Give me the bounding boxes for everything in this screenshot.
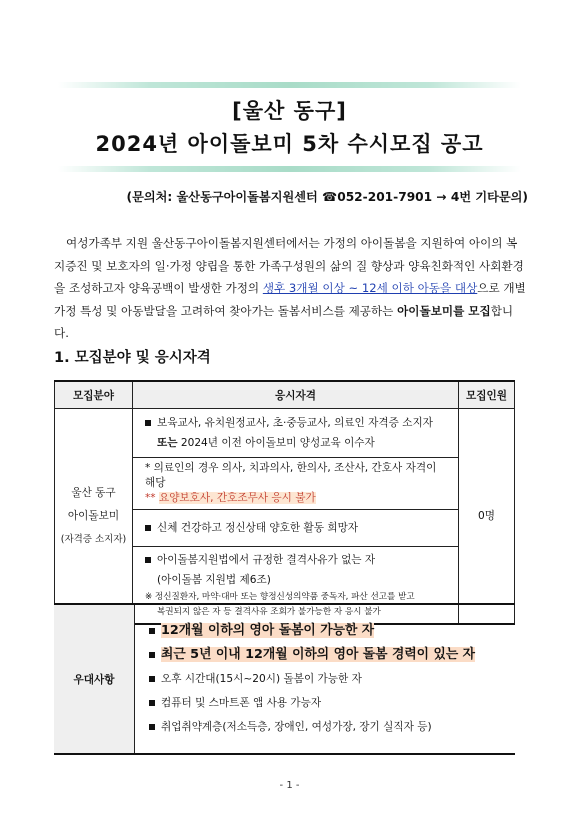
qual1-line1: 보육교사, 유치원정교사, 초·중등교사, 의료인 자격증 소지자 [157, 417, 433, 429]
intro-text-2: 으로 개별가정 특성 및 아동발달을 고려하여 찾아가는 돌봄서비스를 제공하는 [54, 281, 526, 318]
field-line1: 울산 동구 [71, 486, 116, 499]
qual3-line2: (아이돌봄 지원법 제6조) [157, 574, 271, 586]
bullet-square-icon [149, 628, 155, 634]
title-line2: 2024년 아이돌보미 5차 수시모집 공고 [95, 132, 484, 156]
qual1-or: 또는 [157, 437, 178, 449]
bullet-square-icon [149, 676, 155, 682]
header-bottom-line [58, 166, 521, 172]
intro-highlight: 생후 3개월 이상 ~ 12세 이하 아동을 대상 [262, 281, 478, 295]
note-3-line1: ※ 정신질환자, 마약·대마 또는 향정신성의약품 중독자, 파산 선고를 받고 [145, 592, 415, 602]
intro-text-3: 합니다. [54, 303, 514, 340]
note-2-prefix: ** [145, 492, 159, 504]
field-line3: (자격증 소지자) [60, 533, 127, 545]
preference-list [135, 604, 516, 754]
header-count: 모집인원 [459, 381, 515, 409]
table-header-row [55, 381, 515, 409]
pref-item-3: 오후 시간대(15시~20시) 돌봄이 가능한 자 [149, 667, 501, 691]
table-row [55, 409, 515, 458]
qual2-text: 신체 건강하고 정신상태 양호한 활동 희망자 [157, 522, 359, 534]
bullet-square-icon [145, 525, 151, 531]
header-top-line [58, 82, 521, 88]
pref-item-5: 취업취약계층(저소득층, 장애인, 여성가장, 장기 실직자 등) [149, 715, 501, 739]
note-1: * 의료인의 경우 의사, 치과의사, 한의사, 조산사, 간호사 자격이 해당 [145, 462, 437, 489]
pref-item-4: 컴퓨터 및 스마트폰 앱 사용 가능자 [149, 691, 501, 715]
contact-info: (문의처: 울산동구아이돌봄지원센터 ☎052-201-7901 → 4번 기타문의) [126, 190, 528, 204]
notes-cell [133, 458, 459, 510]
header-field: 모집분야 [55, 381, 133, 409]
preference-label: 우대사항 [54, 604, 135, 754]
bullet-square-icon [149, 700, 155, 706]
bullet-square-icon [149, 652, 155, 658]
header-qualification: 응시자격 [133, 381, 459, 409]
note-2: 요양보호사, 간호조무사 응시 불가 [158, 492, 316, 504]
field-line2: 아이돌보미 [67, 509, 120, 522]
pref-item-2: 최근 5년 이내 12개월 이하의 영아 돌봄 경력이 있는 자 [149, 643, 501, 667]
pref-item-1: 12개월 이하의 영아 돌봄이 가능한 자 [149, 619, 501, 643]
intro-text-1: 여성가족부 지원 울산동구아이돌봄지원센터에서는 가정의 아이돌봄을 지원하여 아이의 복지증진 및 보호자의 일·가정 양립을 통한 가족구성원의 삶의 질 향상과 양육친화적인 사회환경을 조성하고자 양육공백이 발생한 가정의 [54, 236, 524, 295]
field-cell [55, 409, 133, 625]
bullet-square-icon [145, 420, 151, 426]
title-line1: [울산 동구] [232, 99, 347, 123]
qual1-line2: 2024년 이전 아이돌보미 양성교육 이수자 [177, 437, 375, 449]
note-3-line2: 복권되지 않은 자 등 결격사유 조회가 불가능한 자 응시 불가 [157, 607, 381, 617]
recruitment-table [54, 380, 515, 625]
page-number: - 1 - [279, 780, 300, 791]
bullet-square-icon [145, 557, 151, 563]
qual3-line1: 아이돌봄지원법에서 규정한 결격사유가 없는 자 [157, 554, 376, 566]
qualification-2 [133, 510, 459, 547]
count-cell: 0명 [459, 409, 515, 625]
bullet-square-icon [149, 724, 155, 730]
intro-paragraph [54, 232, 526, 345]
section-title: 1. 모집분야 및 응시자격 [54, 350, 211, 366]
preference-table [54, 603, 515, 755]
qualification-1 [133, 409, 459, 458]
intro-bold: 아이돌보미를 모집 [397, 303, 491, 318]
